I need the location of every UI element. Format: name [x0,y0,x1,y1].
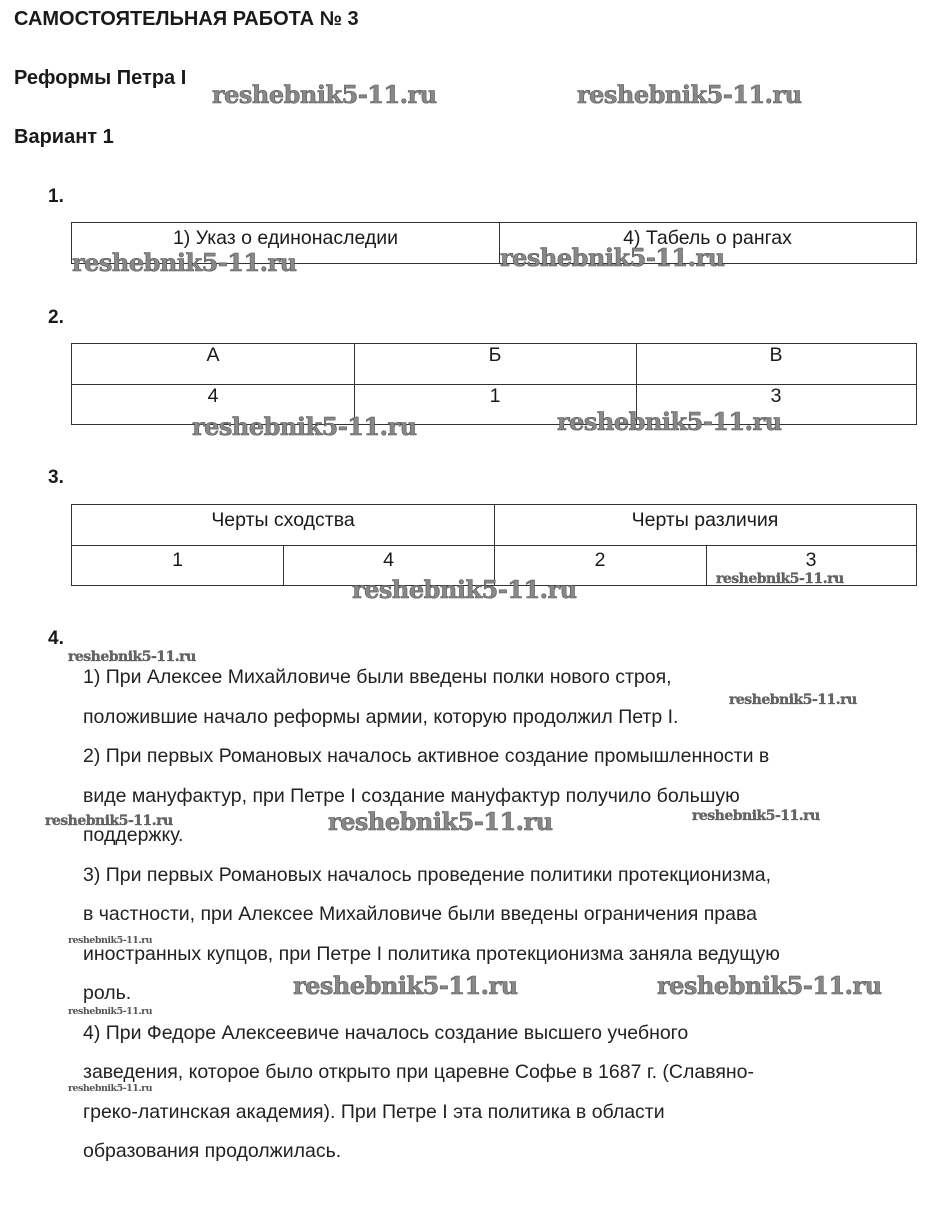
table-header: А [206,344,220,366]
table-header: Б [488,344,502,366]
table-cell: 3 [770,385,782,407]
watermark-logo: reshebnik5-11.ru [729,692,857,708]
task-3-number: 3. [48,467,64,488]
table-header: В [769,344,783,366]
answer-line: 3) При первых Романовых началось проведение политики протекционизма, [83,863,772,886]
answer-line: в частности, при Алексее Михайловиче были введены ограничения права [83,903,757,925]
watermark-logo: reshebnik5-11.ru [293,971,518,1000]
task-1-number: 1. [48,186,64,207]
watermark-logo: reshebnik5-11.ru [352,575,577,604]
watermark-logo: reshebnik5-11.ru [68,1006,153,1017]
answer-line: образования продолжилась. [83,1140,342,1162]
watermark-logo: reshebnik5-11.ru [212,80,437,109]
task-2-number: 2. [48,307,64,328]
watermark-logo: reshebnik5-11.ru [68,935,153,946]
page-title: САМОСТОЯТЕЛЬНАЯ РАБОТА № 3 [14,8,359,30]
watermark-logo: reshebnik5-11.ru [716,571,844,587]
answer-line: 2) При первых Романовых началось активное создание промышленности в [83,745,770,767]
table-cell: 4 [207,385,219,407]
answer-line: виде мануфактур, при Петре I создание мануфактур получило большую [83,784,740,807]
table-header: Черты сходства [211,509,355,531]
table-cell: 1) Указ о единонаследии [172,227,399,249]
table-cell: 1 [489,385,501,407]
watermark-logo: reshebnik5-11.ru [45,813,173,829]
answer-line: греко-латинская академия). При Петре I эта политика в области [83,1100,665,1123]
table-cell: 3 [805,549,817,571]
watermark-logo: reshebnik5-11.ru [328,807,553,836]
table-cell: 4) Табель о рангах [623,227,792,249]
answer-line: поддержку. [83,824,184,846]
answer-line: роль. [83,982,132,1004]
watermark-logo: reshebnik5-11.ru [500,243,725,272]
table-cell: 1 [172,549,183,571]
answer-line: заведения, которое было открыто при царевне Софье в 1687 г. (Славяно- [83,1061,755,1083]
watermark-logo: reshebnik5-11.ru [72,248,297,277]
answer-line: 4) При Федоре Алексеевиче началось создание высшего учебного [83,1021,689,1044]
answer-line: 1) При Алексее Михайловиче были введены полки нового строя, [83,666,672,688]
table-cell: 4 [383,549,394,571]
table-header: Черты различия [631,509,779,531]
watermark-logo: reshebnik5-11.ru [657,971,882,1000]
watermark-logo: reshebnik5-11.ru [577,80,802,109]
watermark-logo: reshebnik5-11.ru [192,412,417,441]
answer-line: положившие начало реформы армии, которую продолжил Петр I. [83,705,679,728]
task-4-number: 4. [48,628,64,649]
watermark-logo: reshebnik5-11.ru [68,1083,153,1094]
watermark-logo: reshebnik5-11.ru [68,649,196,665]
variant-heading: Вариант 1 [14,126,114,148]
answer-line: иностранных купцов, при Петре I политика протекционизма заняла ведущую [83,942,780,965]
table-cell: 2 [594,549,606,571]
watermark-logo: reshebnik5-11.ru [557,407,782,436]
watermark-logo: reshebnik5-11.ru [692,808,820,824]
topic-heading: Реформы Петра I [14,67,187,89]
